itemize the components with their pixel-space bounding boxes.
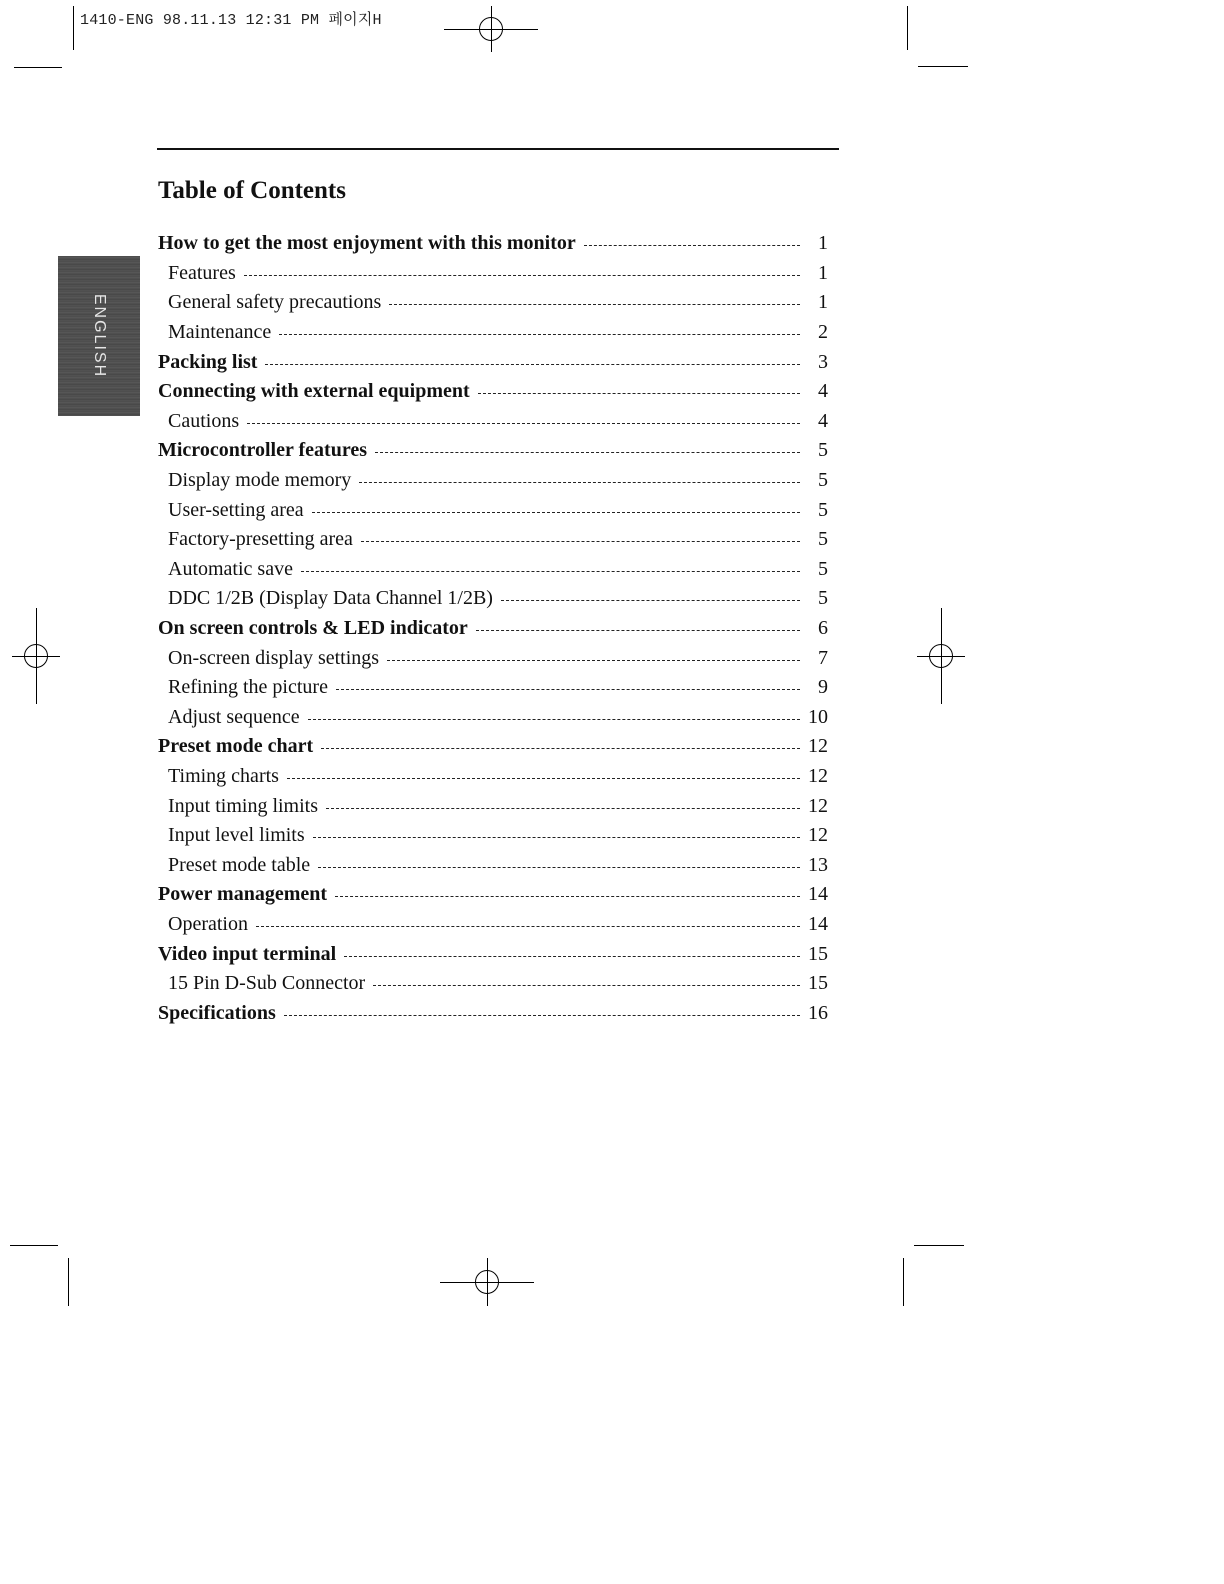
toc-entry[interactable] xyxy=(158,584,838,614)
toc-entry-label: Maintenance xyxy=(168,321,272,344)
toc-entry-page-number: 14 xyxy=(808,912,828,935)
crop-mark-bottom-left-h xyxy=(10,1245,58,1246)
toc-entry-label: Power management xyxy=(158,883,328,906)
toc-leader-dots xyxy=(476,630,800,631)
toc-entry-label: Automatic save xyxy=(168,557,293,580)
toc-entry[interactable] xyxy=(158,288,838,318)
toc-entry-page-number: 15 xyxy=(808,972,828,995)
toc-entry-page-number: 1 xyxy=(818,291,828,314)
toc-entry[interactable] xyxy=(158,791,838,821)
toc-entry[interactable] xyxy=(158,732,838,762)
toc-entry-label: Operation xyxy=(168,912,248,935)
toc-entry[interactable] xyxy=(158,910,838,940)
toc-entry-label: Packing list xyxy=(158,350,258,373)
toc-entry-page-number: 5 xyxy=(818,528,828,551)
toc-entry[interactable] xyxy=(158,939,838,969)
header-rule xyxy=(157,148,839,150)
crop-mark-bottom-right-v xyxy=(903,1258,904,1306)
toc-leader-dots xyxy=(312,512,800,513)
toc-leader-dots xyxy=(326,808,800,809)
crop-mark-top-right-h xyxy=(918,66,968,67)
toc-entry-page-number: 5 xyxy=(818,557,828,580)
toc-entry-page-number: 14 xyxy=(808,883,828,906)
toc-entry-label: Video input terminal xyxy=(158,942,337,965)
toc-entry-label: Cautions xyxy=(168,409,240,432)
toc-entry-page-number: 5 xyxy=(818,498,828,521)
crop-mark-bottom-right-h xyxy=(914,1245,964,1246)
toc-entry-label: Refining the picture xyxy=(168,676,328,699)
toc-entry-label: Connecting with external equipment xyxy=(158,380,470,403)
toc-entry-page-number: 2 xyxy=(818,321,828,344)
toc-entry-label: Input timing limits xyxy=(168,794,319,817)
toc-entry[interactable] xyxy=(158,407,838,437)
toc-leader-dots xyxy=(584,245,800,246)
language-tab xyxy=(58,256,140,416)
language-tab-label: ENGLISH xyxy=(91,293,108,379)
toc-entry[interactable] xyxy=(158,969,838,999)
toc-entry-label: On-screen display settings xyxy=(168,646,380,669)
crop-mark-top-right-v xyxy=(907,6,908,50)
toc-entry-page-number: 5 xyxy=(818,587,828,610)
toc-entry-page-number: 5 xyxy=(818,469,828,492)
toc-entry-page-number: 13 xyxy=(808,853,828,876)
page-title: Table of Contents xyxy=(158,177,346,204)
toc-entry-page-number: 3 xyxy=(818,350,828,373)
toc-entry-label: 15 Pin D-Sub Connector xyxy=(168,972,366,995)
toc-entry-page-number: 12 xyxy=(808,824,828,847)
toc-leader-dots xyxy=(318,867,800,868)
toc-entry-label: Features xyxy=(168,261,236,284)
toc-entry[interactable] xyxy=(158,229,838,259)
crop-mark-top-left-v xyxy=(73,6,74,50)
toc-entry[interactable] xyxy=(158,555,838,585)
toc-entry-page-number: 7 xyxy=(818,646,828,669)
toc-entry-page-number: 4 xyxy=(818,380,828,403)
toc-entry[interactable] xyxy=(158,880,838,910)
toc-entry-label: Preset mode table xyxy=(168,853,311,876)
toc-entry-label: General safety precautions xyxy=(168,291,382,314)
toc-entry[interactable] xyxy=(158,377,838,407)
toc-entry-label: Display mode memory xyxy=(168,469,352,492)
toc-leader-dots xyxy=(389,304,800,305)
toc-entry[interactable] xyxy=(158,703,838,733)
toc-entry-label: Specifications xyxy=(158,1001,276,1024)
toc-entry[interactable] xyxy=(158,347,838,377)
toc-entry-page-number: 12 xyxy=(808,764,828,787)
toc-leader-dots xyxy=(336,689,800,690)
toc-entry[interactable] xyxy=(158,495,838,525)
toc-entry-label: User-setting area xyxy=(168,498,304,521)
toc-leader-dots xyxy=(244,275,800,276)
toc-entry-label: How to get the most enjoyment with this monitor xyxy=(158,232,576,255)
toc-entry-label: Preset mode chart xyxy=(158,735,314,758)
toc-entry-page-number: 12 xyxy=(808,794,828,817)
toc-entry-page-number: 10 xyxy=(808,705,828,728)
toc-leader-dots xyxy=(247,423,800,424)
table-of-contents xyxy=(158,229,838,1028)
toc-entry-label: On screen controls & LED indicator xyxy=(158,617,468,640)
registration-mark-left-icon xyxy=(12,608,60,704)
toc-entry[interactable] xyxy=(158,821,838,851)
toc-leader-dots xyxy=(321,748,800,749)
toc-entry-label: DDC 1/2B (Display Data Channel 1/2B) xyxy=(168,587,493,610)
toc-entry-page-number: 12 xyxy=(808,735,828,758)
toc-leader-dots xyxy=(279,334,800,335)
toc-leader-dots xyxy=(284,1015,800,1016)
toc-entry-label: Adjust sequence xyxy=(168,705,300,728)
registration-mark-top-icon xyxy=(444,6,538,52)
toc-leader-dots xyxy=(501,600,800,601)
toc-leader-dots xyxy=(256,926,800,927)
toc-entry-page-number: 16 xyxy=(808,1001,828,1024)
toc-entry[interactable] xyxy=(158,850,838,880)
registration-mark-right-icon xyxy=(917,608,965,704)
toc-entry-page-number: 5 xyxy=(818,439,828,462)
toc-entry-page-number: 4 xyxy=(818,409,828,432)
toc-leader-dots xyxy=(359,482,800,483)
toc-entry-label: Microcontroller features xyxy=(158,439,368,462)
toc-entry[interactable] xyxy=(158,466,838,496)
toc-entry-label: Factory-presetting area xyxy=(168,528,353,551)
toc-leader-dots xyxy=(373,985,800,986)
toc-entry-page-number: 1 xyxy=(818,232,828,255)
toc-entry[interactable] xyxy=(158,673,838,703)
toc-entry[interactable] xyxy=(158,762,838,792)
toc-leader-dots xyxy=(344,956,800,957)
toc-entry-label: Timing charts xyxy=(168,764,279,787)
crop-mark-bottom-left-v xyxy=(68,1258,69,1306)
toc-entry[interactable] xyxy=(158,436,838,466)
toc-entry-label: Input level limits xyxy=(168,824,305,847)
toc-leader-dots xyxy=(313,837,800,838)
registration-mark-bottom-icon xyxy=(440,1258,534,1306)
toc-leader-dots xyxy=(387,660,800,661)
toc-leader-dots xyxy=(265,364,800,365)
toc-leader-dots xyxy=(287,778,800,779)
toc-leader-dots xyxy=(478,393,800,394)
toc-entry[interactable] xyxy=(158,318,838,348)
toc-entry[interactable] xyxy=(158,643,838,673)
toc-entry-page-number: 6 xyxy=(818,617,828,640)
toc-entry-page-number: 15 xyxy=(808,942,828,965)
toc-leader-dots xyxy=(335,896,800,897)
toc-entry-page-number: 1 xyxy=(818,261,828,284)
toc-leader-dots xyxy=(375,452,800,453)
print-slug: 1410-ENG 98.11.13 12:31 PM 페이지H xyxy=(80,12,382,29)
crop-mark-top-left-h xyxy=(14,67,62,68)
toc-entry-page-number: 9 xyxy=(818,676,828,699)
toc-entry[interactable] xyxy=(158,998,838,1028)
toc-leader-dots xyxy=(301,571,800,572)
toc-leader-dots xyxy=(308,719,800,720)
toc-entry[interactable] xyxy=(158,525,838,555)
toc-leader-dots xyxy=(361,541,800,542)
toc-entry[interactable] xyxy=(158,259,838,289)
toc-entry[interactable] xyxy=(158,614,838,644)
